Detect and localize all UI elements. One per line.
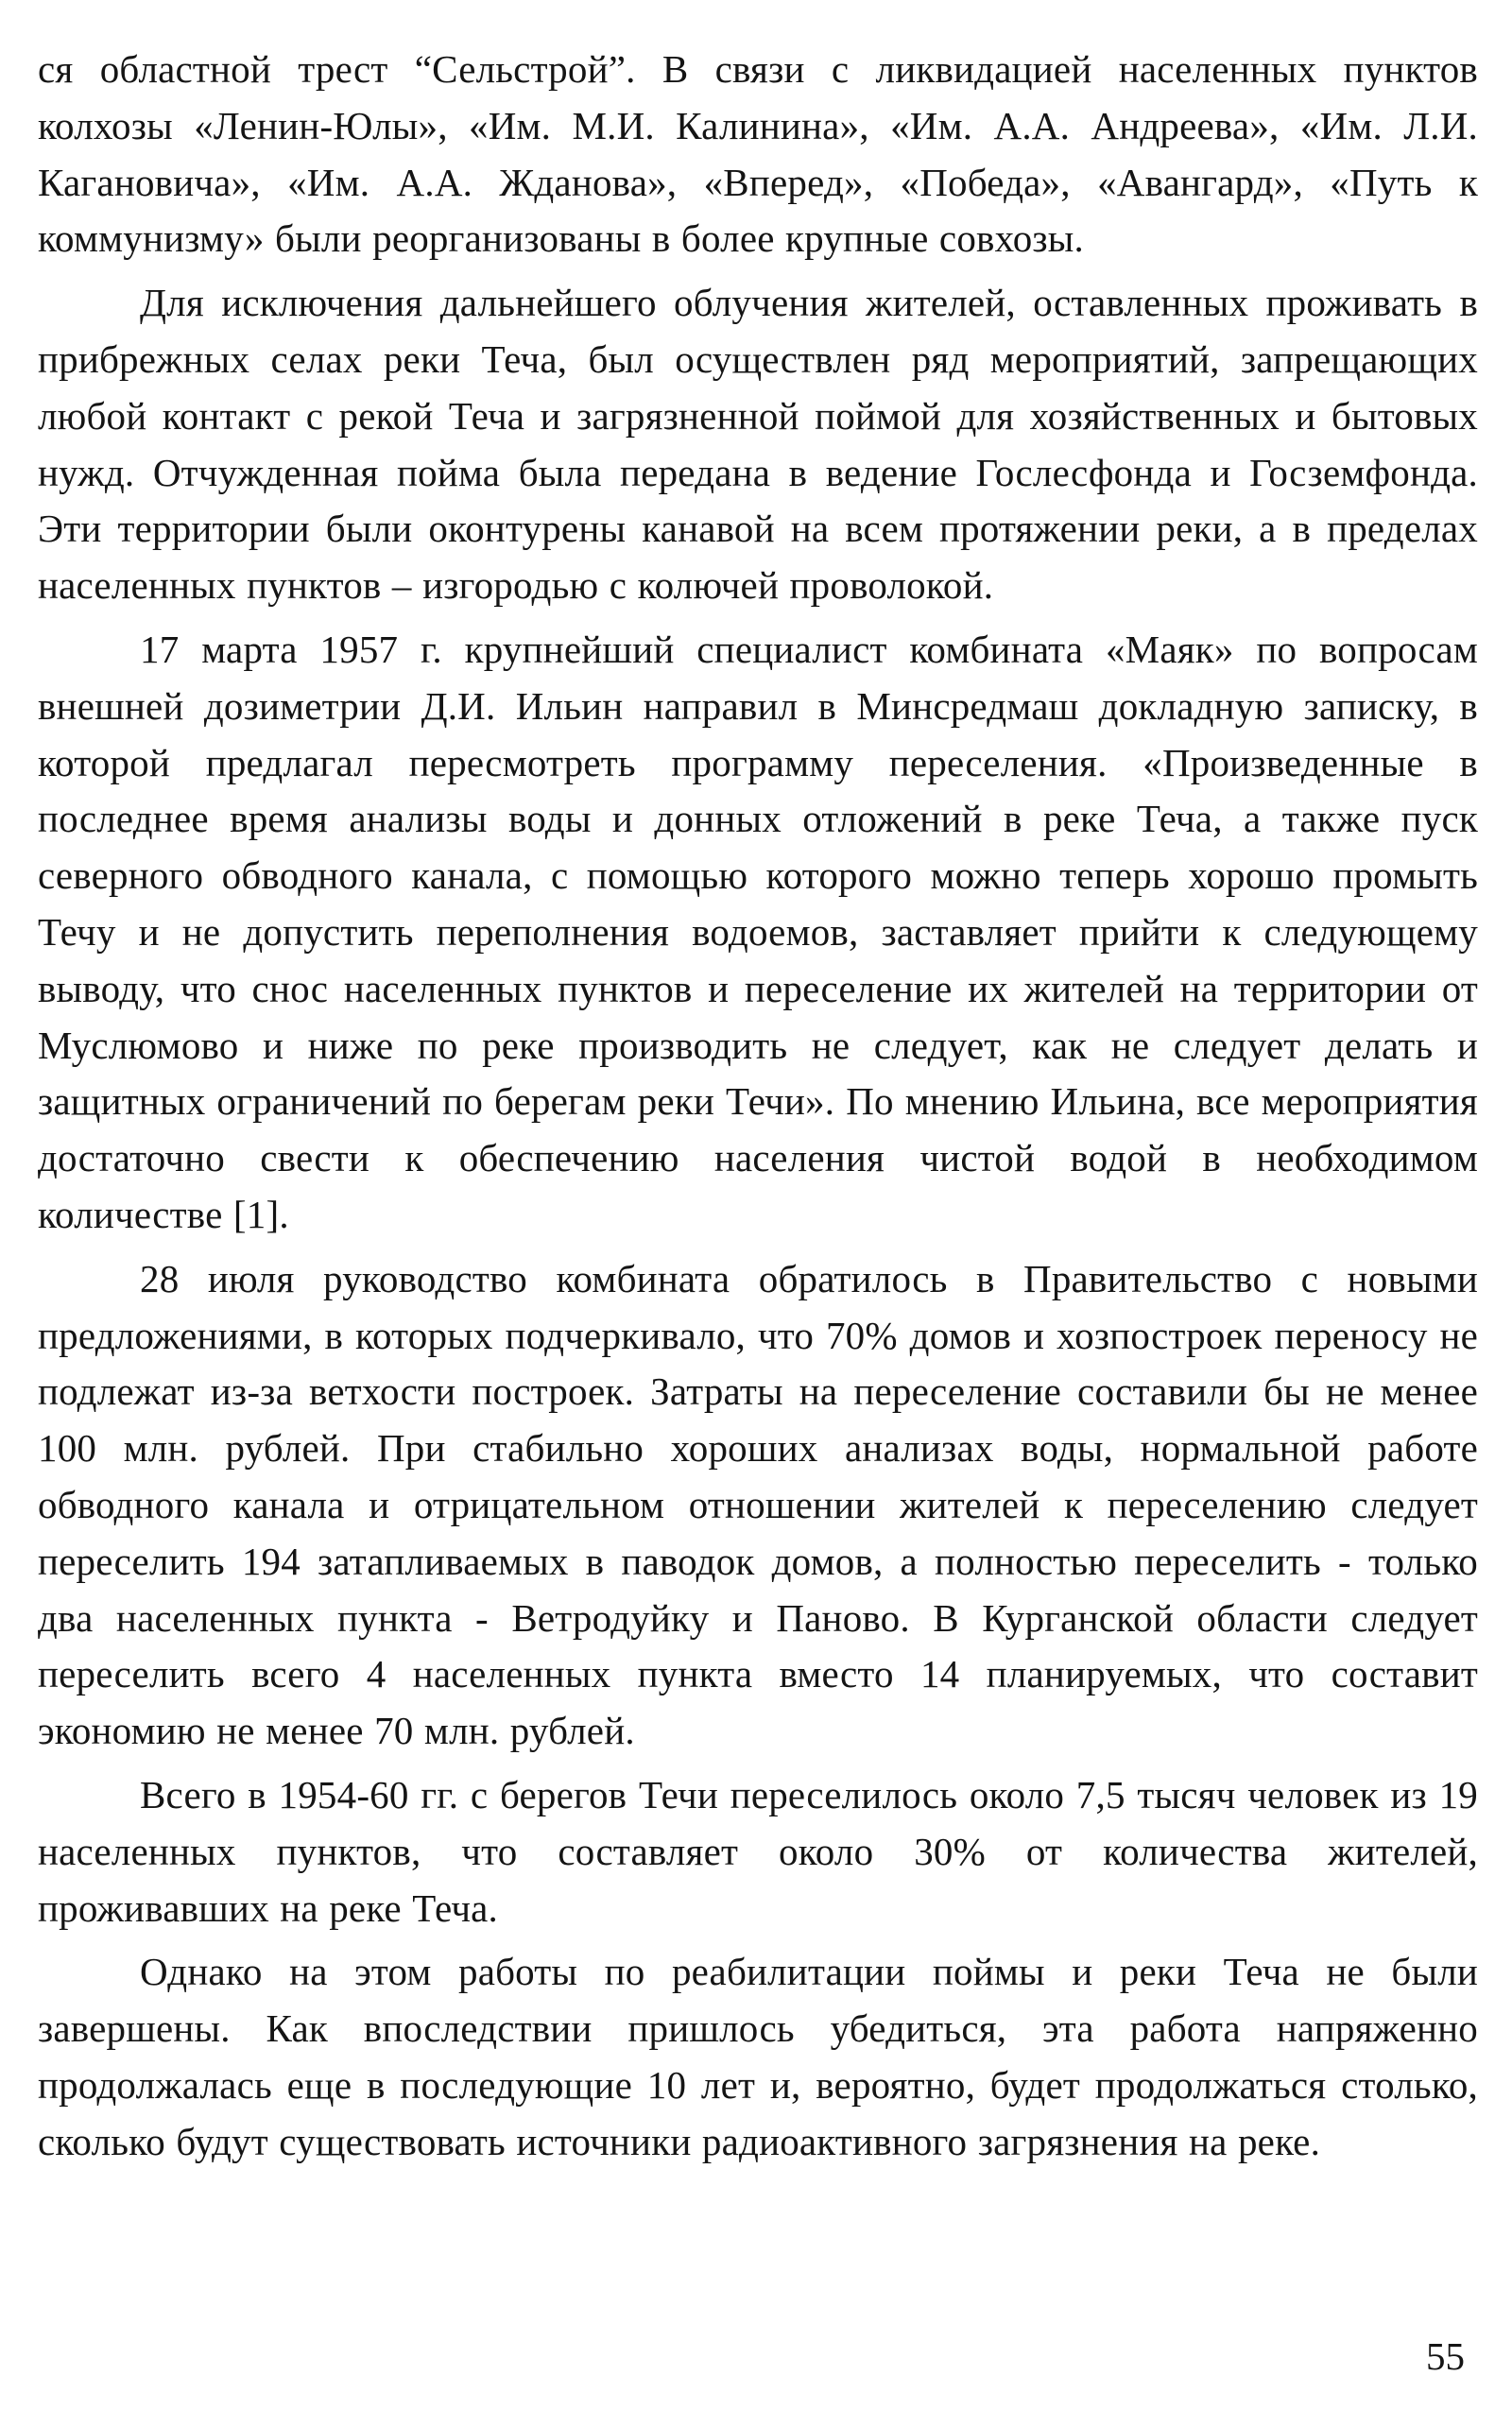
- paragraph-rehabilitation: Однако на этом работы по реабилитации поймы и реки Теча не были завершены. Как впоследствии пришлось убедиться, эта работа напряженно продолжалась еще в последующие 10 лет и, вероятно, будет продолжаться столько, сколько будут существовать источники радиоактивного загрязнения на реке.: [38, 1950, 1478, 2163]
- page-number: 55: [1426, 2334, 1465, 2378]
- paragraph-government-proposal: 28 июля руководство комбината обратилось в Правительство с новыми предложениями, в которых подчеркивало, что 70% домов и хозпостроек переносу не подлежат из-за ветхости построек. Затраты на переселение составили бы не менее 100 млн. рублей. При стабильно хороших анализах воды, нормальной работе обводного канала и отрицательном отношении жителей к переселению следует переселить 194 затапливаемых в паводок домов, а полностью переселить - только два населенных пункта - Ветродуйку и Паново. В Курганской области следует переселить всего 4 населенных пункта вместо 14 планируемых, что составит экономию не менее 70 млн. рублей.: [38, 1256, 1478, 1753]
- book-page: [38, 42, 1478, 2178]
- paragraph-ilyin-memo: 17 марта 1957 г. крупнейший специалист комбината «Маяк» по вопросам внешней дозиметрии Д.И. Ильин направил в Минсредмаш докладную записку, в которой предлагал пересмотреть программу переселения. «Произведенные в последнее время анализы воды и донных отложений в реке Теча, а также пуск северного обводного канала, с помощью которого можно теперь хорошо промыть Течу и не допустить переполнения водоемов, заставляет прийти к следующему выводу, что снос населенных пунктов и переселение их жителей на территории от Муслюмово и ниже по реке производить не следует, как не следует делать и защитных ограничений по берегам реки Течи». По мнению Ильина, все мероприятия достаточно свести к обеспечению населения чистой водой в необходимом количестве [1].: [38, 627, 1478, 1236]
- paragraph-isolation-measures: Для исключения дальнейшего облучения жителей, оставленных проживать в прибрежных селах реки Теча, был осуществлен ряд мероприятий, запрещающих любой контакт с рекой Теча и загрязненной поймой для хозяйственных и бытовых нужд. Отчужденная пойма была передана в ведение Гослесфонда и Госземфонда. Эти территории были оконтурены канавой на всем протяжении реки, а в пределах населенных пунктов – изгородью с колючей проволокой.: [38, 281, 1478, 608]
- paragraph-resettlement-total: Всего в 1954-60 гг. с берегов Течи переселилось около 7,5 тысяч человек из 19 населенных пунктов, что составляет около 30% от количества жителей, проживавших на реке Теча.: [38, 1772, 1478, 1930]
- paragraph-continuation: ся областной трест “Сельстрой”. В связи с ликвидацией населенных пунктов колхозы «Ленин-Юлы», «Им. М.И. Калинина», «Им. А.А. Андреева», «Им. Л.И. Кагановича», «Им. А.А. Жданова», «Вперед», «Победа», «Авангард», «Путь к коммунизму» были реорганизованы в более крупные совхозы.: [38, 47, 1478, 261]
